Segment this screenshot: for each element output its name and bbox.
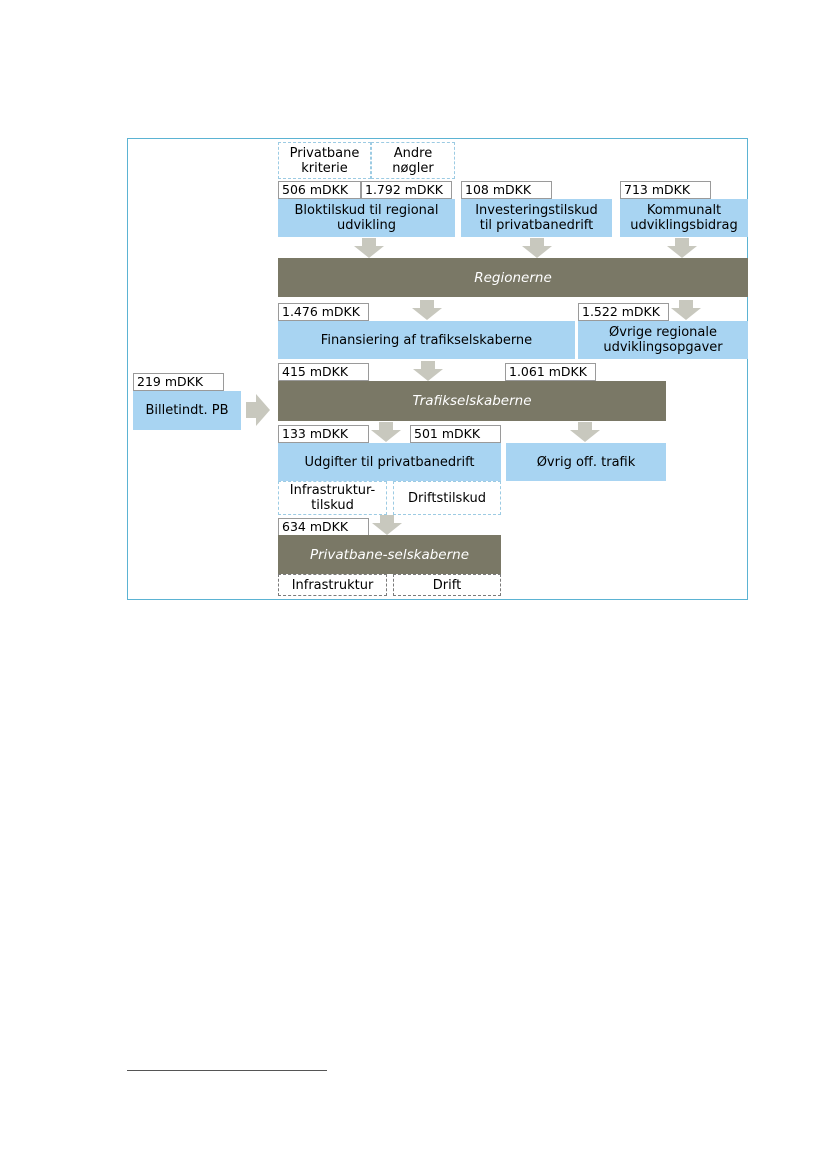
box-ovrig-trafik: Øvrig off. trafik xyxy=(506,443,666,481)
box-driftstilskud: Driftstilskud xyxy=(393,481,501,515)
arrow-right-icon xyxy=(246,394,270,426)
box-investering: Investeringstilskud til privatbanedrift xyxy=(461,199,612,237)
amount-andre: 1.792 mDKK xyxy=(361,181,452,199)
box-kommunalt: Kommunalt udviklingsbidrag xyxy=(620,199,748,237)
amount-finansiering: 1.476 mDKK xyxy=(278,303,369,321)
arrow-down-icon xyxy=(412,300,442,320)
arrow-down-icon xyxy=(667,238,697,258)
box-billetindt: Billetindt. PB xyxy=(133,391,241,430)
amount-investering: 108 mDKK xyxy=(461,181,552,199)
arrow-down-icon xyxy=(413,361,443,381)
amount-ovrige-regionale: 1.522 mDKK xyxy=(578,303,669,321)
box-regionerne: Regionerne xyxy=(278,258,748,297)
amount-udgift-501: 501 mDKK xyxy=(410,425,501,443)
arrow-down-icon xyxy=(570,422,600,442)
box-bloktilskud: Bloktilskud til regional udvikling xyxy=(278,199,455,237)
key-andre-nogler: Andre nøgler xyxy=(371,142,455,179)
key-privatbane-kriterie: Privatbane kriterie xyxy=(278,142,371,179)
box-udgifter: Udgifter til privatbanedrift xyxy=(278,443,501,481)
arrow-down-icon xyxy=(522,238,552,258)
footnote-rule xyxy=(127,1070,327,1071)
arrow-down-icon xyxy=(354,238,384,258)
amount-billetindt: 219 mDKK xyxy=(133,373,224,391)
box-trafikselskaberne: Trafikselskaberne xyxy=(278,381,666,421)
amount-kommunalt: 713 mDKK xyxy=(620,181,711,199)
amount-trafik-1061: 1.061 mDKK xyxy=(505,363,596,381)
box-drift: Drift xyxy=(393,574,501,596)
amount-privatbane-634: 634 mDKK xyxy=(278,518,369,536)
box-infrastruktur-tilskud: Infrastruktur- tilskud xyxy=(278,481,387,515)
amount-trafik-415: 415 mDKK xyxy=(278,363,369,381)
amount-udgift-133: 133 mDKK xyxy=(278,425,369,443)
box-infrastruktur: Infrastruktur xyxy=(278,574,387,596)
arrow-down-icon xyxy=(671,300,701,320)
arrow-down-icon xyxy=(372,515,402,535)
box-finansiering: Finansiering af trafikselskaberne xyxy=(278,321,575,359)
box-ovrige-regionale: Øvrige regionale udviklingsopgaver xyxy=(578,321,748,359)
amount-bloktilskud: 506 mDKK xyxy=(278,181,361,199)
box-privatbane-selskaberne: Privatbane-selskaberne xyxy=(278,535,501,574)
arrow-down-icon xyxy=(371,422,401,442)
